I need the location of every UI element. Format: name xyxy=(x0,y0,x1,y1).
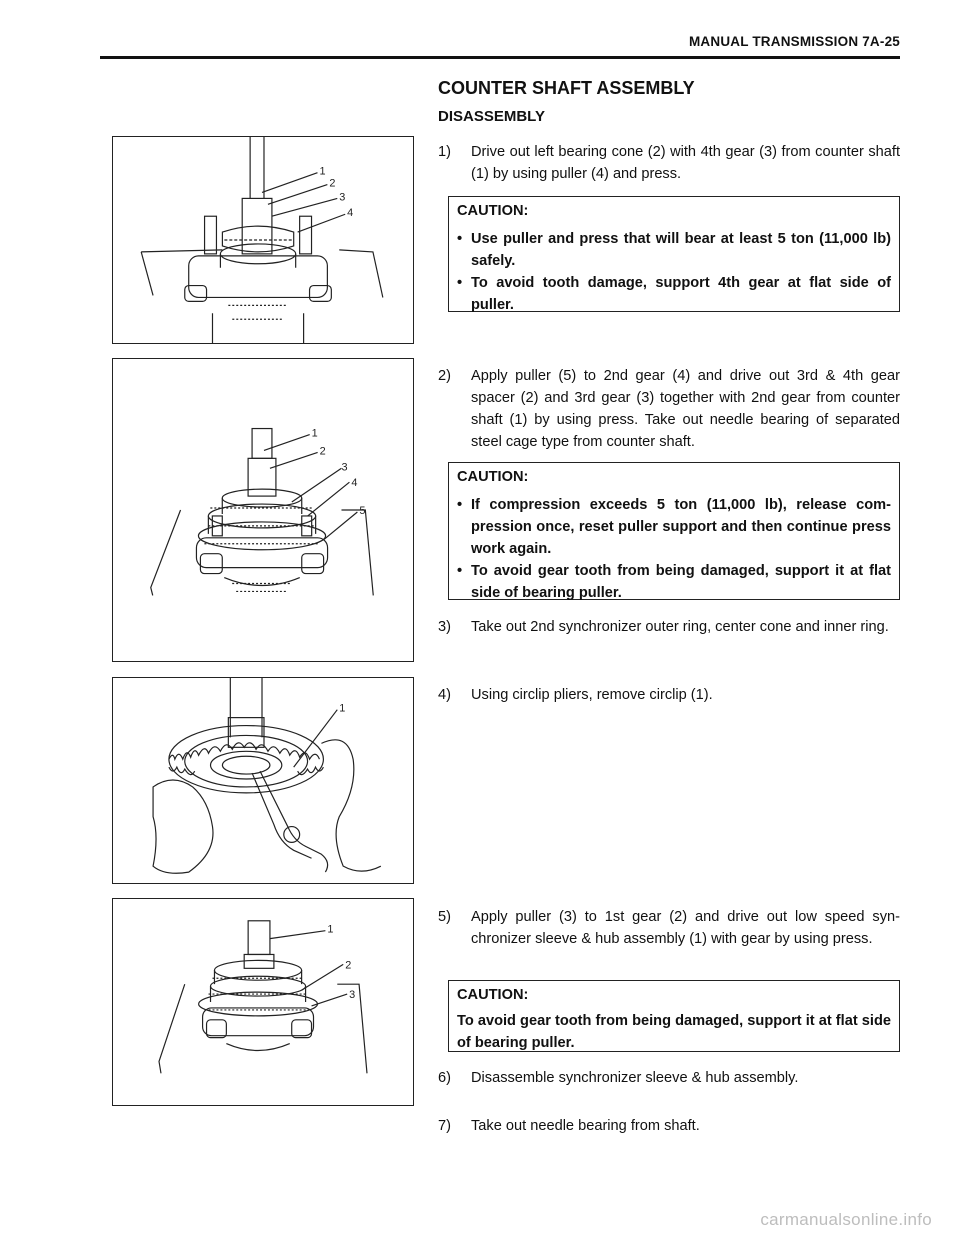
figure-puller-1st-gear xyxy=(112,898,414,1106)
figure-3-callout-1: 1 xyxy=(339,702,346,715)
step-4 xyxy=(438,684,900,706)
step-2 xyxy=(438,365,900,453)
figure-1-callout-2: 2 xyxy=(329,177,336,190)
figure-puller-2nd-gear xyxy=(112,358,414,662)
step-3-text: Take out 2nd synchronizer outer ring, center cone and inner ring. xyxy=(471,619,889,635)
caution-1-title: CAUTION: xyxy=(457,203,529,219)
step-5-text: Apply puller (3) to 1st gear (2) and drive out low speed syn-chronizer sleeve & hub assembly (1) with gear by using press. xyxy=(471,909,900,947)
step-6-number: 6) xyxy=(438,1070,451,1086)
watermark: carmanualsonline.info xyxy=(760,1210,932,1229)
figure-2-callout-1: 1 xyxy=(311,427,318,440)
figure-2-callout-4: 4 xyxy=(351,477,358,490)
caution-1-item-1: • Use puller and press that will bear at least 5 ton (11,000 lb) safely. xyxy=(457,228,891,272)
caution-3-title: CAUTION: xyxy=(457,987,529,1003)
caution-3-text: To avoid gear tooth from being damaged, support it at flat side of bearing puller. xyxy=(457,1013,891,1051)
section-title: COUNTER SHAFT ASSEMBLY xyxy=(438,78,695,98)
caution-box-3 xyxy=(448,980,900,1052)
figure-4-callout-2: 2 xyxy=(345,959,352,972)
figure-2-drawing xyxy=(113,359,413,661)
step-5-number: 5) xyxy=(438,909,451,925)
step-7 xyxy=(438,1115,900,1137)
figure-4-callout-1: 1 xyxy=(327,923,334,936)
step-4-text: Using circlip pliers, remove circlip (1). xyxy=(471,687,713,703)
step-2-number: 2) xyxy=(438,368,451,384)
subsection-title: DISASSEMBLY xyxy=(438,108,545,125)
step-5 xyxy=(438,906,900,950)
caution-1-item-2: • To avoid tooth damage, support 4th gear at flat side of puller. xyxy=(457,272,891,316)
figure-circlip-pliers xyxy=(112,677,414,884)
step-1-text: Drive out left bearing cone (2) with 4th gear (3) from counter shaft (1) by using puller (4) and press. xyxy=(471,144,900,182)
figure-4-drawing xyxy=(113,899,413,1105)
header-rule xyxy=(100,56,900,59)
figure-1-callout-3: 3 xyxy=(339,191,346,204)
page-header-title: MANUAL TRANSMISSION 7A-25 xyxy=(688,34,900,49)
step-7-number: 7) xyxy=(438,1118,451,1134)
step-1-number: 1) xyxy=(438,144,451,160)
figure-1-drawing xyxy=(113,137,413,343)
caution-box-2 xyxy=(448,462,900,600)
figure-1-callout-1: 1 xyxy=(319,165,326,178)
caution-2-item-2: • To avoid gear tooth from being damaged, support it at flat side of bearing puller. xyxy=(457,560,891,604)
figure-2-callout-2: 2 xyxy=(319,445,326,458)
step-3-number: 3) xyxy=(438,619,451,635)
step-6 xyxy=(438,1067,900,1089)
figure-1-callout-4: 4 xyxy=(347,207,354,220)
step-2-text: Apply puller (5) to 2nd gear (4) and drive out 3rd & 4th gear spacer (2) and 3rd gear (3) together with 2nd gear from counter shaft (1) by using press. Take out needle bearing of separated steel cage type from counter shaft. xyxy=(471,368,900,450)
caution-2-item-1: • If compression exceeds 5 ton (11,000 lb), release com-pression once, reset puller support and then continue press work again. xyxy=(457,494,891,560)
figure-2-callout-3: 3 xyxy=(341,461,348,474)
step-4-number: 4) xyxy=(438,687,451,703)
caution-box-1 xyxy=(448,196,900,312)
figure-puller-4th-gear xyxy=(112,136,414,344)
step-1 xyxy=(438,141,900,185)
figure-4-callout-3: 3 xyxy=(349,989,356,1002)
step-7-text: Take out needle bearing from shaft. xyxy=(471,1118,700,1134)
step-6-text: Disassemble synchronizer sleeve & hub assembly. xyxy=(471,1070,799,1086)
step-3 xyxy=(438,616,900,638)
figure-3-drawing xyxy=(113,678,413,883)
caution-2-title: CAUTION: xyxy=(457,469,529,485)
figure-2-callout-5: 5 xyxy=(359,504,366,517)
